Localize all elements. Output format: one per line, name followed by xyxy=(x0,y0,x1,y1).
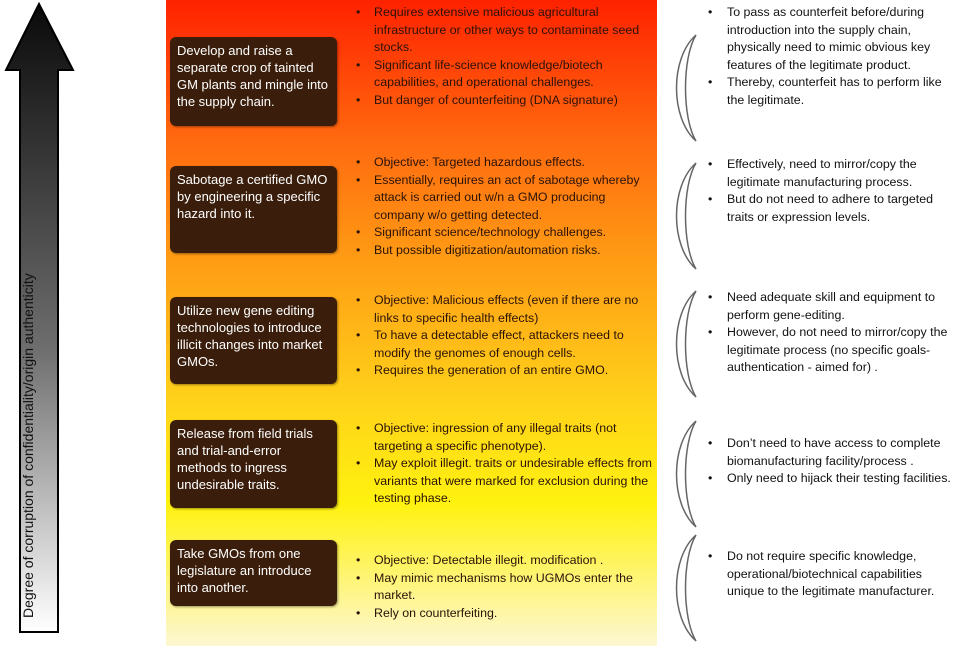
upward-arrow xyxy=(0,0,80,648)
attack-details-1 xyxy=(352,4,654,109)
attack-box-5: Take GMOs from one legislature an introduce into another. xyxy=(170,540,337,606)
bracket-icon xyxy=(668,532,702,644)
requirements-4 xyxy=(703,435,953,488)
requirements-3 xyxy=(703,289,953,377)
requirement-item: • However, do not need to mirror/copy the legitimate process (no specific goals- authentication - aimed for) . xyxy=(703,324,953,377)
detail-item: • Objective: Targeted hazardous effects. xyxy=(352,154,654,172)
detail-item: • But possible digitization/automation risks. xyxy=(352,242,654,260)
attack-details-4 xyxy=(352,420,654,508)
requirement-item: • Do not require specific knowledge, operational/biotechnical capabilities unique to the legitimate manufacturer. xyxy=(703,548,953,601)
detail-item: • Objective: Malicious effects (even if there are no links to specific health effects) xyxy=(352,292,654,327)
detail-item: • Essentially, requires an act of sabotage whereby attack is carried out w/n a GMO producing company w/o getting detected. xyxy=(352,172,654,225)
detail-item: • May exploit illegit. traits or undesirable effects from variants that were marked for exclusion during the testing phase. xyxy=(352,455,654,508)
detail-item: • Objective: Detectable illegit. modification . xyxy=(352,552,654,570)
bracket-icon xyxy=(668,418,702,530)
attack-details-2 xyxy=(352,154,654,259)
attack-box-1: Develop and raise a separate crop of tainted GM plants and mingle into the supply chain. xyxy=(170,37,337,126)
attack-box-4: Release from field trials and trial-and-error methods to ingress undesirable traits. xyxy=(170,420,337,508)
requirement-item: • To pass as counterfeit before/during introduction into the supply chain, physically need to mimic obvious key features of the legitimate product. xyxy=(703,4,953,74)
requirement-item: • Only need to hijack their testing facilities. xyxy=(703,470,953,488)
attack-details-5 xyxy=(352,552,654,622)
requirements-2 xyxy=(703,156,953,226)
requirement-item: • Effectively, need to mirror/copy the legitimate manufacturing process. xyxy=(703,156,953,191)
detail-item: • To have a detectable effect, attackers need to modify the genomes of enough cells. xyxy=(352,327,654,362)
requirement-item: • Need adequate skill and equipment to perform gene-editing. xyxy=(703,289,953,324)
bracket-icon xyxy=(668,160,702,272)
bracket-icon xyxy=(668,288,702,400)
requirement-item: • Thereby, counterfeit has to perform like the legitimate. xyxy=(703,74,953,109)
attack-box-3: Utilize new gene editing technologies to introduce illicit changes into market GMOs. xyxy=(170,297,337,384)
detail-item: • Requires extensive malicious agricultural infrastructure or other ways to contaminate seed stocks. xyxy=(352,4,654,57)
requirements-5 xyxy=(703,548,953,601)
requirements-1 xyxy=(703,4,953,109)
attack-box-2: Sabotage a certified GMO by engineering a specific hazard into it. xyxy=(170,166,337,253)
requirement-item: • But do not need to adhere to targeted traits or expression levels. xyxy=(703,191,953,226)
detail-item: • Rely on counterfeiting. xyxy=(352,605,654,623)
detail-item: • Significant science/technology challenges. xyxy=(352,224,654,242)
requirement-item: • Don’t need to have access to complete biomanufacturing facility/process . xyxy=(703,435,953,470)
detail-item: • Objective: ingression of any illegal traits (not targeting a specific phenotype). xyxy=(352,420,654,455)
detail-item: • Significant life-science knowledge/biotech capabilities, and operational challenges. xyxy=(352,57,654,92)
detail-item: • But danger of counterfeiting (DNA signature) xyxy=(352,92,654,110)
attack-details-3 xyxy=(352,292,654,380)
bracket-icon xyxy=(668,32,702,144)
detail-item: • May mimic mechanisms how UGMOs enter the market. xyxy=(352,570,654,605)
detail-item: • Requires the generation of an entire GMO. xyxy=(352,362,654,380)
